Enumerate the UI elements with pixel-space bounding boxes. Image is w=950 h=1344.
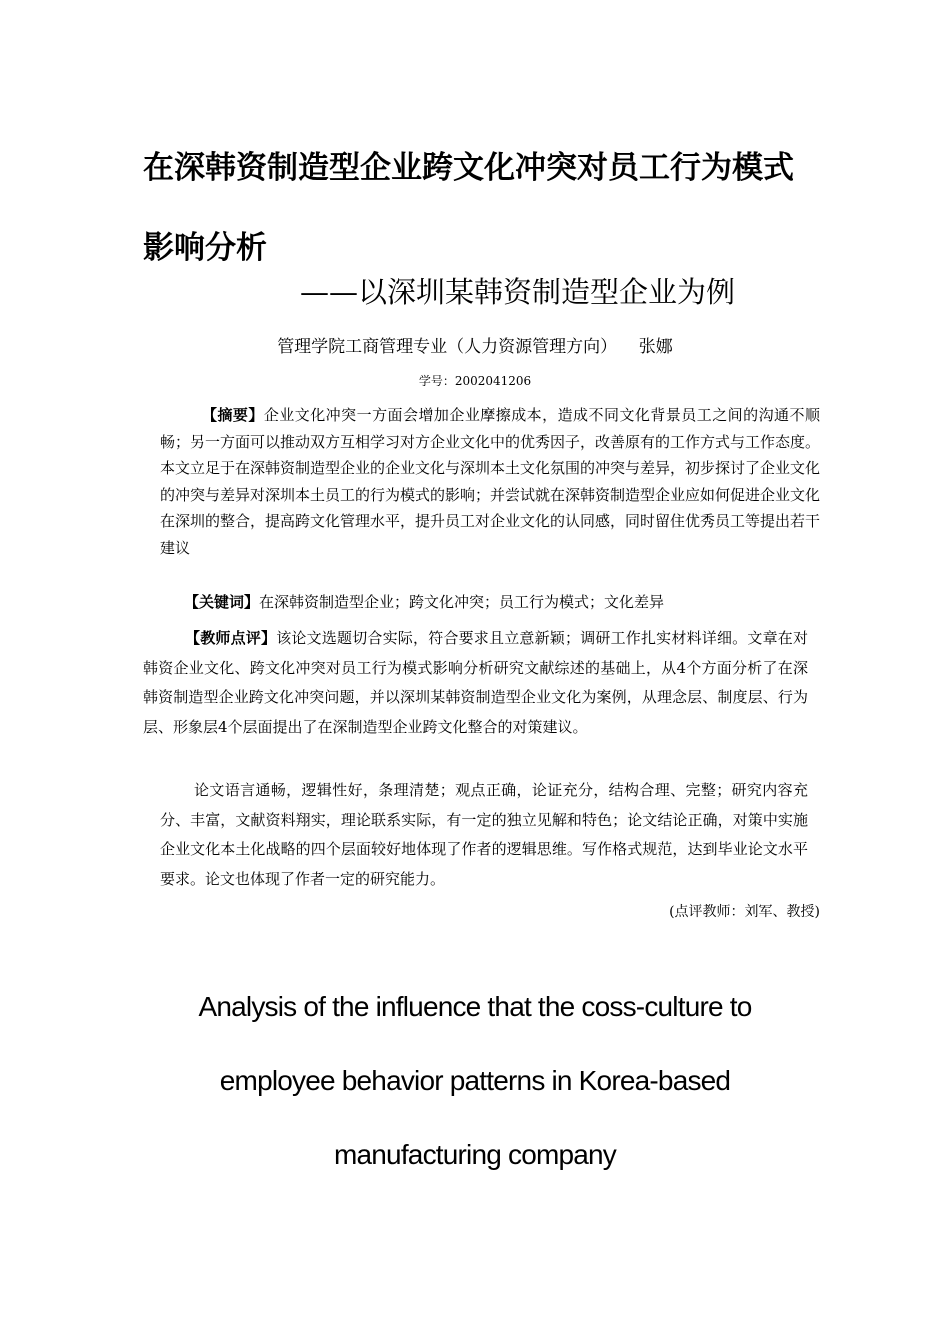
keywords-paragraph [184, 589, 804, 615]
author-affiliation: 管理学院工商管理专业（人力资源管理方向） 张娜 [277, 337, 673, 357]
english-title [100, 970, 850, 1192]
chinese-title: 在深韩资制造型企业跨文化冲突对员工行为模式影响分析 [143, 150, 794, 266]
reviewer-signature: (点评教师：刘军、教授) [669, 904, 820, 920]
abstract-paragraph [160, 402, 820, 561]
english-title-line-1: Analysis of the influence that the coss-culture to [198, 991, 752, 1022]
english-title-line-2: employee behavior patterns in Korea-based [219, 1065, 731, 1096]
keywords-text: 在深韩资制造型企业；跨文化冲突；员工行为模式；文化差异 [259, 593, 665, 611]
student-id: 学号：2002041206 [418, 374, 532, 388]
keywords-label: 【关键词】 [184, 593, 260, 611]
teacher-comment-paragraph-2: 论文语言通畅，逻辑性好，条理清楚；观点正确，论证充分，结构合理、完整；研究内容充分、丰富，文献资料翔实，理论联系实际，有一定的独立见解和特色；论文结论正确，对策中实施企业文化本土化战略的四个层面较好地体现了作者的逻辑思维。写作格式规范，达到毕业论文水平要求。论文也体现了作者一定的研究能力。 [160, 781, 808, 888]
abstract-text: 企业文化冲突一方面会增加企业摩擦成本，造成不同文化背景员工之间的沟通不顺畅；另一方面可以推动双方互相学习对方企业文化中的优秀因子，改善原有的工作方式与工作态度。本文立足于在深韩资制造型企业的企业文化与深圳本土文化氛围的冲突与差异，初步探讨了企业文化的冲突与差异对深圳本土员工的行为模式的影响；并尝试就在深韩资制造型企业应如何促进企业文化在深圳的整合，提高跨文化管理水平，提升员工对企业文化的认同感，同时留住优秀员工等提出若干建议 [160, 406, 821, 557]
teacher-comment-text: 该论文选题切合实际，符合要求且立意新颖；调研工作扎实材料详细。文章在对韩资企业文化、跨文化冲突对员工行为模式影响分析研究文献综述的基础上，从4个方面分析了在深韩资制造型企业跨文化冲突问题，并以深圳某韩资制造型企业文化为案例，从理念层、制度层、行为层、形象层4个层面提出了在深制造型企业跨文化整合的对策建议。 [143, 629, 808, 736]
chinese-subtitle: ——以深圳某韩资制造型企业为例 [300, 275, 736, 309]
abstract-label: 【摘要】 [202, 406, 264, 424]
english-title-line-3: manufacturing company [333, 1139, 617, 1170]
teacher-comment-paragraph [143, 624, 808, 742]
teacher-comment-label: 【教师点评】 [185, 629, 277, 647]
